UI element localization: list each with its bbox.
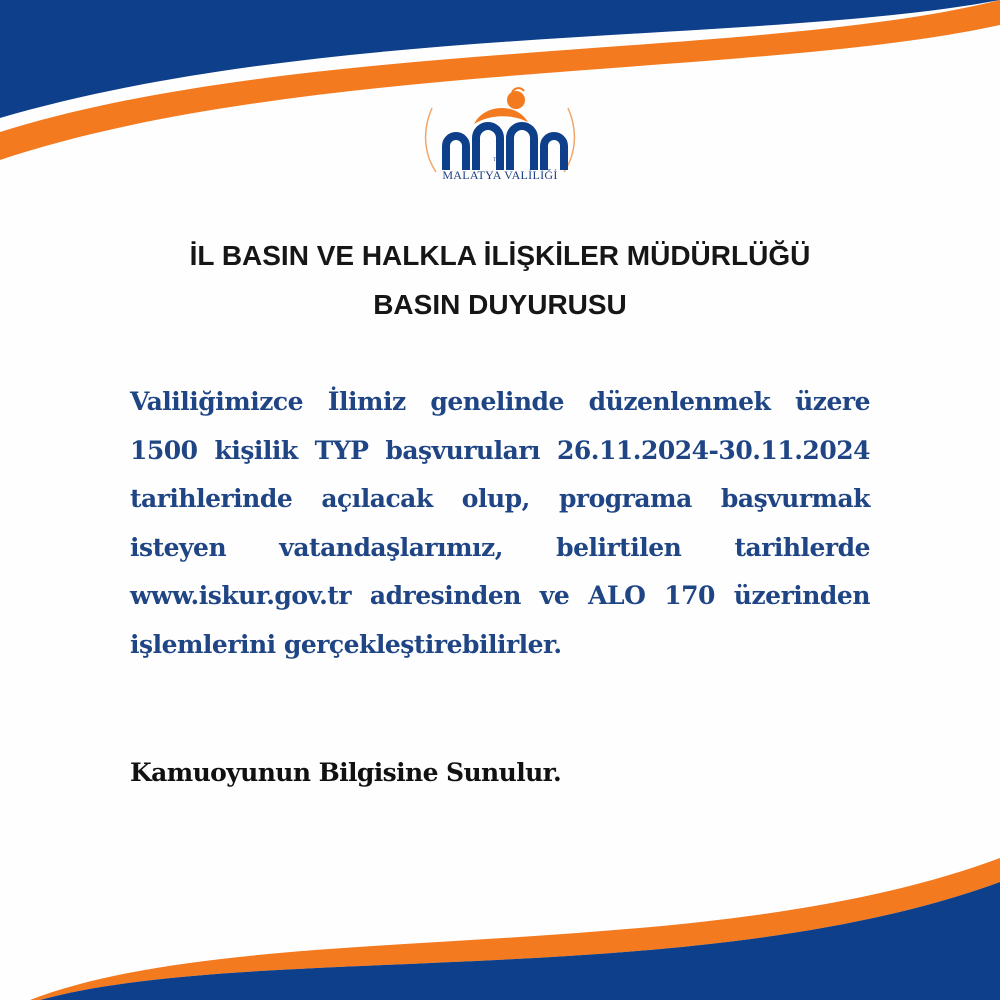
- logo-text: MALATYA VALİLİĞİ: [442, 168, 558, 182]
- announcement-body: Valiliğimizce İlimiz genelinde düzenlenmek üzere 1500 kişilik TYP başvuruları 26.11.2024-30.11.2024 tarihlerinde açılacak olup, programa başvurmak isteyen vatandaşlarımız, belirtilen tarihlerde www.iskur.gov.tr adresinden ve ALO 170 üzerinden işlemlerini gerçekleştirebilirler.: [130, 387, 870, 659]
- department-title: İL BASIN VE HALKLA İLİŞKİLER MÜDÜRLÜĞÜ: [189, 240, 811, 271]
- logo-left-arc: [426, 108, 436, 172]
- announcement-title: BASIN DUYURUSU: [373, 289, 627, 320]
- arches-icon: [446, 126, 564, 170]
- apricot-icon: [474, 88, 528, 124]
- closing-statement: Kamuoyunun Bilgisine Sunulur.: [130, 758, 562, 787]
- bottom-wave-decoration: [0, 830, 1000, 1000]
- logo-tc-mark: T.C.: [493, 158, 502, 163]
